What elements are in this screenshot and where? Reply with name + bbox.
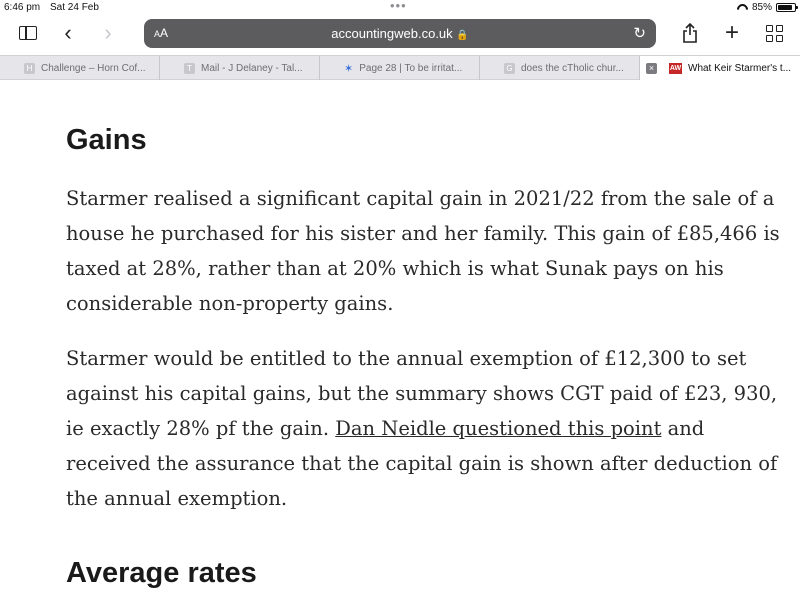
tab-favicon-h-icon: H — [24, 63, 35, 74]
heading-gains: Gains — [66, 124, 147, 156]
plus-icon: + — [724, 19, 739, 46]
tab-label: What Keir Starmer's t... — [688, 62, 792, 74]
reload-button[interactable]: ↻ — [633, 25, 646, 42]
leaf-favicon-icon: ✶ — [344, 62, 354, 75]
paragraph-text: and received the assurance that the capital gain is shown after deduction of the annual exemption. — [66, 417, 778, 510]
tab-label: does the cTholic chur... — [521, 62, 624, 74]
tab-challenge[interactable] — [0, 56, 160, 80]
reader-settings-button[interactable]: AA — [154, 26, 169, 40]
back-button[interactable] — [58, 16, 78, 50]
sidebar-toggle-button[interactable] — [16, 16, 40, 50]
tab-page-28[interactable] — [320, 56, 480, 80]
aa-small: A — [154, 29, 161, 39]
sidebar-icon — [19, 26, 37, 40]
tab-mail[interactable] — [160, 56, 320, 80]
tab-catholic[interactable] — [480, 56, 640, 80]
tab-favicon-g-icon: G — [504, 63, 515, 74]
tab-keir-starmer[interactable] — [640, 56, 800, 80]
multitasking-dots-icon[interactable]: ••• — [390, 0, 407, 13]
paragraph-gains: Starmer realised a significant capital gain in 2021/22 from the sale of a house he purchased for his sister and her family. This gain of £85,466 is taxed at 28%, rather than at 20% which is what Sunak pays on his considerable non-property gains. — [66, 187, 780, 315]
tab-favicon-t-icon: T — [184, 63, 195, 74]
accountingweb-favicon-icon: AW — [669, 64, 682, 72]
url-text — [144, 26, 656, 41]
status-time: 6:46 pm — [4, 2, 41, 13]
close-tab-icon[interactable]: × — [646, 63, 657, 74]
status-date: Sat 24 Feb — [50, 2, 99, 13]
tab-overview-button[interactable] — [764, 16, 784, 50]
forward-button[interactable] — [98, 16, 118, 50]
article-content — [0, 80, 800, 600]
browser-toolbar — [0, 16, 800, 54]
lock-icon: 🔒 — [456, 30, 469, 41]
status-right — [737, 2, 796, 13]
url-label: accountingweb.co.uk — [331, 26, 453, 41]
share-icon — [682, 23, 698, 43]
share-button[interactable] — [680, 16, 700, 50]
wifi-icon — [737, 4, 748, 12]
battery-icon — [776, 3, 796, 12]
tab-label: Challenge – Horn Cof... — [41, 62, 146, 74]
dan-neidle-link[interactable]: Dan Neidle questioned this point — [335, 417, 662, 440]
chevron-right-icon: › — [104, 20, 112, 45]
tab-bar — [0, 55, 800, 80]
paragraph-exemption — [66, 341, 790, 516]
new-tab-button[interactable] — [722, 16, 742, 50]
battery-percent: 85% — [751, 2, 772, 13]
chevron-left-icon: ‹ — [64, 20, 72, 45]
status-bar — [0, 0, 800, 16]
tab-label: Page 28 | To be irritat... — [359, 62, 463, 74]
paragraph-text: Starmer would be entitled to the annual exemption of £12,300 to set against his capital gains, but the summary shows CGT paid of £23, 930, ie exactly 28% pf the gain. — [66, 347, 778, 440]
tabs-grid-icon — [766, 25, 783, 42]
heading-average-rates: Average rates — [66, 557, 257, 589]
tab-label: Mail - J Delaney - Tal... — [201, 62, 303, 74]
address-bar[interactable] — [144, 19, 656, 48]
